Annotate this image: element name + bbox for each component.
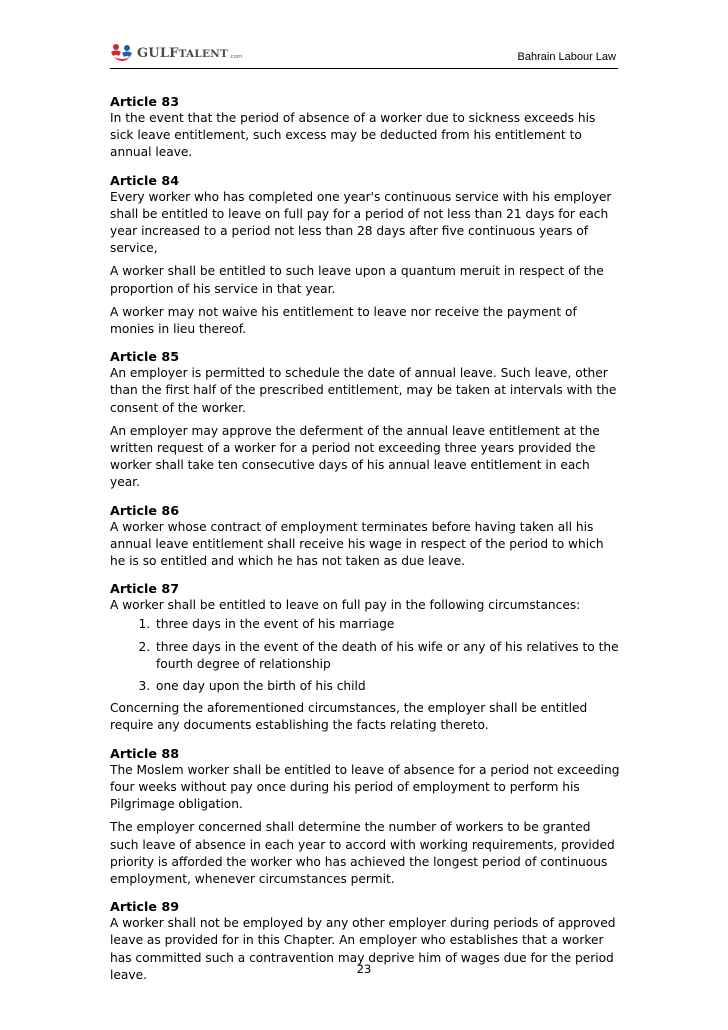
article-83 — [110, 93, 622, 162]
article-heading: Article 84 — [110, 172, 180, 188]
article-paragraph: The Moslem worker shall be entitled to leave of absence for a period not exceeding four weeks without pay once during his period of employment to perform his Pilgrimage obligation. — [110, 762, 620, 812]
article-paragraph: In the event that the period of absence of a worker due to sickness exceeds his sick leave entitlement, such excess may be deducted from his entitlement to annual leave. — [110, 111, 596, 160]
document-title: Bahrain Labour Law — [517, 51, 616, 63]
page-header — [110, 40, 618, 69]
article-heading: Article 86 — [110, 502, 180, 518]
article-88 — [110, 745, 622, 888]
article-85 — [110, 348, 622, 491]
article-paragraph: A worker shall be entitled to such leave upon a quantum meruit in respect of the proportion of his service in that year. — [110, 264, 604, 296]
article-paragraph: A worker shall be entitled to leave on full pay in the following circumstances: — [110, 598, 581, 613]
gulftalent-logo — [110, 42, 243, 64]
page-number: 23 — [356, 962, 372, 976]
article-paragraph: A worker shall not be employed by any other employer during periods of approved leave as provided for in this Chapter. An employer who establishes that a worker has committed such a contravention may deprive him of wages due for the period leave. — [110, 916, 616, 982]
article-84 — [110, 172, 622, 339]
list-item: 3. one day upon the birth of his child — [154, 678, 622, 695]
list-item: 1. three days in the event of his marriage — [154, 616, 622, 633]
article-paragraph: Concerning the aforementioned circumstances, the employer shall be entitled require any documents establishing the facts relating thereto. — [110, 701, 588, 733]
article-heading: Article 89 — [110, 899, 180, 915]
article-paragraph: An employer is permitted to schedule the date of annual leave. Such leave, other than the first half of the prescribed entitlement, may be taken at intervals with the consent of the worker. — [110, 366, 617, 415]
article-87 — [110, 580, 622, 734]
article-heading: Article 88 — [110, 745, 180, 761]
article-paragraph: A worker whose contract of employment terminates before having taken all his annual leave entitlement shall receive his wage in respect of the period to which he is so entitled and which he has not taken as due leave. — [110, 519, 604, 569]
logo-wordmark: GULFTALENT — [137, 45, 228, 61]
article-heading: Article 87 — [110, 581, 180, 597]
article-paragraph: A worker may not waive his entitlement to leave nor receive the payment of monies in lieu thereof. — [110, 304, 577, 337]
article-paragraph: The employer concerned shall determine the number of workers to be granted such leave of absence in each year to accord with working requirements, provided priority is afforded the worker who has achieved the longest period of continuous employment, whenever circumstances permit. — [110, 820, 615, 886]
document-body — [110, 93, 622, 994]
article-heading: Article 83 — [110, 94, 180, 109]
article-paragraph: Every worker who has completed one year's continuous service with his employer shall be entitled to leave on full pay for a period of not less than 21 days for each year increased to a period not less than 28 days after five continuous years of service, — [110, 189, 612, 256]
article-paragraph: An employer may approve the deferment of the annual leave entitlement at the written request of a worker for a period not exceeding three years provided the worker shall take ten consecutive days of his annual leave entitlement in each year. — [110, 423, 600, 490]
logo-suffix: .com — [229, 54, 243, 60]
list-item: 2. three days in the event of the death of his wife or any of his relatives to the fourth degree of relationship — [154, 639, 622, 673]
logo-people-icon — [110, 43, 134, 63]
article-heading: Article 85 — [110, 349, 180, 365]
leave-circumstances-list — [110, 616, 622, 695]
article-86 — [110, 502, 622, 571]
